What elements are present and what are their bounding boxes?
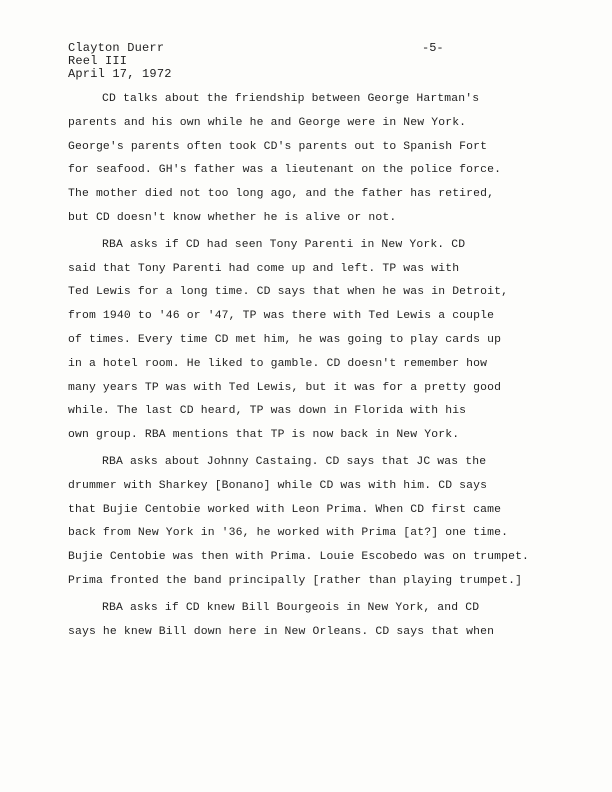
paragraph-line: back from New York in '36, he worked with Prima [at?] one time. [68, 527, 509, 540]
paragraph-line: of times. Every time CD met him, he was going to play cards up [68, 333, 502, 346]
paragraph-3 [68, 451, 568, 594]
paragraph-2 [68, 234, 568, 448]
paragraph-line: RBA asks if CD knew Bill Bourgeois in New York, and CD [102, 601, 480, 614]
paragraph-line: Ted Lewis for a long time. CD says that when he was in Detroit, [68, 286, 509, 299]
paragraph-line: The mother died not too long ago, and the father has retired, [68, 188, 495, 201]
paragraph-line: while. The last CD heard, TP was down in Florida with his [68, 405, 467, 418]
paragraph-line: many years TP was with Ted Lewis, but it was for a pretty good [68, 381, 502, 394]
paragraph-line: Prima fronted the band principally [rather than playing trumpet.] [68, 574, 523, 587]
page-number: -5- [422, 41, 444, 55]
paragraph-line: that Bujie Centobie worked with Leon Prima. When CD first came [68, 503, 502, 516]
paragraph-1 [68, 88, 568, 231]
paragraph-line: in a hotel room. He liked to gamble. CD doesn't remember how [68, 357, 488, 370]
paragraph-line: Bujie Centobie was then with Prima. Louie Escobedo was on trumpet. [68, 551, 530, 564]
paragraph-line: drummer with Sharkey [Bonano] while CD was with him. CD says [68, 479, 488, 492]
paragraph-line: RBA asks if CD had seen Tony Parenti in New York. CD [102, 238, 466, 251]
transcript-body [68, 88, 568, 647]
paragraph-line: own group. RBA mentions that TP is now back in New York. [68, 429, 460, 442]
paragraph-line: CD talks about the friendship between George Hartman's [102, 93, 480, 105]
paragraph-4 [68, 597, 568, 645]
interview-date: April 17, 1972 [68, 67, 172, 81]
paragraph-line: from 1940 to '46 or '47, TP was there with Ted Lewis a couple [68, 310, 495, 323]
reel-label: Reel III [68, 54, 128, 68]
paragraph-line: for seafood. GH's father was a lieutenant on the police force. [68, 164, 502, 177]
paragraph-line: George's parents often took CD's parents out to Spanish Fort [68, 140, 488, 153]
paragraph-line: said that Tony Parenti had come up and left. TP was with [68, 262, 460, 275]
paragraph-line: says he knew Bill down here in New Orleans. CD says that when [68, 625, 495, 638]
paragraph-line: but CD doesn't know whether he is alive or not. [68, 211, 397, 224]
interviewee-name: Clayton Duerr [68, 41, 165, 55]
paragraph-line: RBA asks about Johnny Castaing. CD says that JC was the [102, 455, 487, 468]
transcript-header [68, 42, 172, 81]
paragraph-line: parents and his own while he and George were in New York. [68, 116, 467, 129]
